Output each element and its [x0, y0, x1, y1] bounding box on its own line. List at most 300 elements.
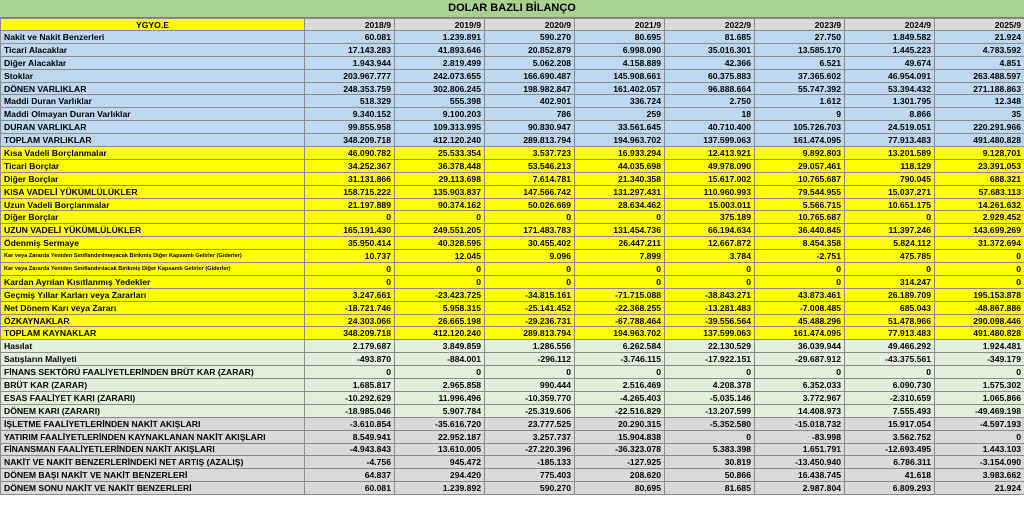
table-row: [1, 147, 1024, 160]
row-label: FİNANS SEKTÖRÜ FAALİYETLERİNDEN BRÜT KAR (ZARAR): [1, 366, 305, 379]
value-cell: 0: [575, 263, 665, 276]
value-cell: 49.674: [845, 56, 935, 69]
value-cell: 60.081: [305, 31, 395, 44]
value-cell: 4.851: [935, 56, 1024, 69]
row-label: DÖNEM BAŞI NAKİT VE NAKİT BENZERLERİ: [1, 469, 305, 482]
value-cell: 348.209.718: [305, 134, 395, 147]
value-cell: 590.270: [485, 482, 575, 495]
value-cell: 2.819.499: [395, 56, 485, 69]
value-cell: 8.866: [845, 108, 935, 121]
value-cell: 6.090.730: [845, 379, 935, 392]
value-cell: 23.777.525: [485, 417, 575, 430]
value-cell: 6.262.584: [575, 340, 665, 353]
value-cell: 4.783.592: [935, 43, 1024, 56]
value-cell: 5.062.208: [485, 56, 575, 69]
value-cell: 6.521: [755, 56, 845, 69]
table-row: [1, 211, 1024, 224]
value-cell: -13.450.940: [755, 456, 845, 469]
value-cell: -48.867.886: [935, 301, 1024, 314]
value-cell: 147.566.742: [485, 185, 575, 198]
value-cell: 14.261.632: [935, 198, 1024, 211]
row-label: DÖNEN VARLIKLAR: [1, 82, 305, 95]
value-cell: 5.383.398: [665, 443, 755, 456]
value-cell: 34.252.367: [305, 159, 395, 172]
value-cell: -10.359.770: [485, 391, 575, 404]
value-cell: 135.903.837: [395, 185, 485, 198]
value-cell: 35.950.414: [305, 237, 395, 250]
value-cell: 0: [935, 250, 1024, 263]
row-label: Kısa Vadeli Borçlanmalar: [1, 147, 305, 160]
value-cell: -49.469.198: [935, 404, 1024, 417]
value-cell: 259: [575, 108, 665, 121]
value-cell: 22.130.529: [665, 340, 755, 353]
value-cell: 26.189.709: [845, 288, 935, 301]
value-cell: 1.943.944: [305, 56, 395, 69]
value-cell: 203.967.777: [305, 69, 395, 82]
value-cell: -25.319.606: [485, 404, 575, 417]
value-cell: 131.297.431: [575, 185, 665, 198]
value-cell: 2.179.687: [305, 340, 395, 353]
value-cell: 1.685.817: [305, 379, 395, 392]
row-label: DÖNEM KARI (ZARARI): [1, 404, 305, 417]
value-cell: 40.710.400: [665, 121, 755, 134]
value-cell: 41.618: [845, 469, 935, 482]
value-cell: 2.987.804: [755, 482, 845, 495]
row-label: Uzun Vadeli Borçlanmalar: [1, 198, 305, 211]
table-row: [1, 121, 1024, 134]
value-cell: 77.913.483: [845, 134, 935, 147]
value-cell: -296.112: [485, 353, 575, 366]
value-cell: 8.454.358: [755, 237, 845, 250]
value-cell: -29.236.731: [485, 314, 575, 327]
value-cell: 16.933.294: [575, 147, 665, 160]
value-cell: 1.849.582: [845, 31, 935, 44]
value-cell: 165.191.430: [305, 224, 395, 237]
value-cell: 30.819: [665, 456, 755, 469]
value-cell: 0: [485, 275, 575, 288]
value-cell: 137.599.063: [665, 134, 755, 147]
table-row: [1, 198, 1024, 211]
table-row: [1, 301, 1024, 314]
value-cell: 3.247.661: [305, 288, 395, 301]
value-cell: -15.018.732: [755, 417, 845, 430]
table-row: [1, 456, 1024, 469]
value-cell: 1.239.892: [395, 482, 485, 495]
table-row: [1, 237, 1024, 250]
value-cell: -3.154.090: [935, 456, 1024, 469]
value-cell: 37.365.602: [755, 69, 845, 82]
value-cell: 24.519.051: [845, 121, 935, 134]
value-cell: -3.746.115: [575, 353, 665, 366]
table-row: [1, 172, 1024, 185]
row-label: Diğer Alacaklar: [1, 56, 305, 69]
table-row: [1, 31, 1024, 44]
value-cell: 161.474.095: [755, 134, 845, 147]
value-cell: 118.129: [845, 159, 935, 172]
value-cell: 555.398: [395, 95, 485, 108]
value-cell: 26.447.211: [575, 237, 665, 250]
value-cell: 9.892.803: [755, 147, 845, 160]
value-cell: -127.925: [575, 456, 665, 469]
value-cell: 6.786.311: [845, 456, 935, 469]
value-cell: 46.954.091: [845, 69, 935, 82]
table-row: [1, 159, 1024, 172]
value-cell: 41.893.646: [395, 43, 485, 56]
table-row: [1, 314, 1024, 327]
value-cell: 51.478.966: [845, 314, 935, 327]
value-cell: 1.575.302: [935, 379, 1024, 392]
year-header: 2024/9: [845, 19, 935, 31]
value-cell: 36.378.448: [395, 159, 485, 172]
year-header: 2021/9: [575, 19, 665, 31]
row-label: UZUN VADELİ YÜKÜMLÜLÜKLER: [1, 224, 305, 237]
row-label: TOPLAM VARLIKLAR: [1, 134, 305, 147]
table-row: [1, 288, 1024, 301]
table-row: [1, 43, 1024, 56]
value-cell: 518.329: [305, 95, 395, 108]
value-cell: 3.537.723: [485, 147, 575, 160]
value-cell: 990.444: [485, 379, 575, 392]
value-cell: 80.695: [575, 31, 665, 44]
value-cell: 0: [395, 366, 485, 379]
value-cell: 412.120.240: [395, 134, 485, 147]
value-cell: -36.323.078: [575, 443, 665, 456]
value-cell: 0: [935, 430, 1024, 443]
value-cell: 1.239.891: [395, 31, 485, 44]
value-cell: 7.555.493: [845, 404, 935, 417]
value-cell: 15.904.838: [575, 430, 665, 443]
value-cell: 194.963.702: [575, 327, 665, 340]
value-cell: -10.292.629: [305, 391, 395, 404]
value-cell: 13.585.170: [755, 43, 845, 56]
value-cell: 105.726.703: [755, 121, 845, 134]
value-cell: -13.207.599: [665, 404, 755, 417]
value-cell: 110.960.993: [665, 185, 755, 198]
value-cell: 21.924: [935, 482, 1024, 495]
value-cell: 40.328.595: [395, 237, 485, 250]
value-cell: 2.965.858: [395, 379, 485, 392]
value-cell: 33.561.645: [575, 121, 665, 134]
value-cell: 11.397.246: [845, 224, 935, 237]
value-cell: 12.667.872: [665, 237, 755, 250]
value-cell: 18: [665, 108, 755, 121]
value-cell: 348.209.718: [305, 327, 395, 340]
value-cell: -185.133: [485, 456, 575, 469]
row-label: YATIRIM FAALİYETLERİNDEN KAYNAKLANAN NAKİT AKIŞLARI: [1, 430, 305, 443]
row-label: Geçmiş Yıllar Karları veya Zararları: [1, 288, 305, 301]
year-header: 2018/9: [305, 19, 395, 31]
row-label: Kar veya Zararda Yeniden Sınıflandırılmayacak Birikmiş Diğer Kapsamlı Gelirler (Giderler): [1, 250, 305, 263]
value-cell: -5.035.146: [665, 391, 755, 404]
value-cell: 24.303.066: [305, 314, 395, 327]
value-cell: -18.721.746: [305, 301, 395, 314]
row-label: Ticari Alacaklar: [1, 43, 305, 56]
value-cell: 90.374.162: [395, 198, 485, 211]
value-cell: 1.065.866: [935, 391, 1024, 404]
value-cell: 28.634.462: [575, 198, 665, 211]
value-cell: 12.045: [395, 250, 485, 263]
value-cell: 0: [845, 366, 935, 379]
value-cell: -884.001: [395, 353, 485, 366]
value-cell: 16.438.745: [755, 469, 845, 482]
value-cell: 0: [755, 275, 845, 288]
value-cell: 0: [755, 263, 845, 276]
value-cell: 0: [305, 211, 395, 224]
value-cell: 25.533.354: [395, 147, 485, 160]
value-cell: 2.929.452: [935, 211, 1024, 224]
table-row: [1, 379, 1024, 392]
value-cell: 198.982.847: [485, 82, 575, 95]
table-row: [1, 443, 1024, 456]
table-row: [1, 340, 1024, 353]
value-cell: -83.998: [755, 430, 845, 443]
value-cell: 1.924.481: [935, 340, 1024, 353]
value-cell: 0: [305, 275, 395, 288]
value-cell: 491.480.828: [935, 134, 1024, 147]
value-cell: 50.866: [665, 469, 755, 482]
value-cell: -3.610.854: [305, 417, 395, 430]
row-label: Satışların Maliyeti: [1, 353, 305, 366]
value-cell: 9.096: [485, 250, 575, 263]
value-cell: 0: [665, 275, 755, 288]
value-cell: -4.756: [305, 456, 395, 469]
value-cell: 0: [485, 263, 575, 276]
value-cell: 143.699.269: [935, 224, 1024, 237]
header-row: [1, 19, 1024, 31]
value-cell: 3.257.737: [485, 430, 575, 443]
value-cell: 36.440.845: [755, 224, 845, 237]
value-cell: -18.985.046: [305, 404, 395, 417]
value-cell: 4.208.378: [665, 379, 755, 392]
value-cell: 11.996.496: [395, 391, 485, 404]
value-cell: 20.290.315: [575, 417, 665, 430]
value-cell: 31.372.694: [935, 237, 1024, 250]
value-cell: 0: [575, 211, 665, 224]
table-row: [1, 469, 1024, 482]
table-row: [1, 263, 1024, 276]
value-cell: 22.952.187: [395, 430, 485, 443]
value-cell: 2.516.469: [575, 379, 665, 392]
value-cell: -23.423.725: [395, 288, 485, 301]
value-cell: 475.785: [845, 250, 935, 263]
value-cell: -43.375.561: [845, 353, 935, 366]
value-cell: 0: [395, 211, 485, 224]
value-cell: 195.153.878: [935, 288, 1024, 301]
value-cell: 249.551.205: [395, 224, 485, 237]
value-cell: 375.189: [665, 211, 755, 224]
row-label: Kar veya Zararda Yeniden Sınıflandırılacak Birikmiş Diğer Kapsamlı Gelirler (Giderler): [1, 263, 305, 276]
value-cell: 10.651.175: [845, 198, 935, 211]
year-header: 2019/9: [395, 19, 485, 31]
value-cell: 3.849.859: [395, 340, 485, 353]
value-cell: 0: [395, 275, 485, 288]
value-cell: 590.270: [485, 31, 575, 44]
value-cell: -493.870: [305, 353, 395, 366]
value-cell: -25.141.452: [485, 301, 575, 314]
value-cell: 12.348: [935, 95, 1024, 108]
value-cell: 1.445.223: [845, 43, 935, 56]
value-cell: 3.562.752: [845, 430, 935, 443]
value-cell: 402.901: [485, 95, 575, 108]
table-row: [1, 56, 1024, 69]
value-cell: 161.474.095: [755, 327, 845, 340]
year-header: 2023/9: [755, 19, 845, 31]
value-cell: 302.806.245: [395, 82, 485, 95]
value-cell: 0: [305, 263, 395, 276]
value-cell: -22.368.255: [575, 301, 665, 314]
row-label: Hasılat: [1, 340, 305, 353]
value-cell: 0: [575, 275, 665, 288]
row-label: Stoklar: [1, 69, 305, 82]
value-cell: 0: [485, 366, 575, 379]
value-cell: 263.488.597: [935, 69, 1024, 82]
value-cell: 0: [935, 263, 1024, 276]
value-cell: 13.610.005: [395, 443, 485, 456]
value-cell: 31.131.866: [305, 172, 395, 185]
value-cell: 0: [575, 366, 665, 379]
row-label: Ödenmiş Sermaye: [1, 237, 305, 250]
table-row: [1, 275, 1024, 288]
value-cell: 109.313.995: [395, 121, 485, 134]
row-label: TOPLAM KAYNAKLAR: [1, 327, 305, 340]
value-cell: -34.815.161: [485, 288, 575, 301]
table-row: [1, 185, 1024, 198]
value-cell: 96.888.664: [665, 82, 755, 95]
value-cell: 3.772.967: [755, 391, 845, 404]
value-cell: 2.750: [665, 95, 755, 108]
value-cell: 60.375.883: [665, 69, 755, 82]
value-cell: 158.715.222: [305, 185, 395, 198]
value-cell: 12.413.921: [665, 147, 755, 160]
value-cell: 220.291.966: [935, 121, 1024, 134]
value-cell: 46.090.782: [305, 147, 395, 160]
row-label: Maddi Duran Varlıklar: [1, 95, 305, 108]
value-cell: 80.695: [575, 482, 665, 495]
value-cell: 60.081: [305, 482, 395, 495]
row-label: DURAN VARLIKLAR: [1, 121, 305, 134]
value-cell: 131.454.736: [575, 224, 665, 237]
value-cell: 0: [935, 366, 1024, 379]
value-cell: 0: [665, 366, 755, 379]
value-cell: 35.016.301: [665, 43, 755, 56]
table-row: [1, 404, 1024, 417]
value-cell: 15.003.011: [665, 198, 755, 211]
value-cell: 137.599.063: [665, 327, 755, 340]
value-cell: -27.220.396: [485, 443, 575, 456]
value-cell: -12.693.495: [845, 443, 935, 456]
row-label: BRÜT KAR (ZARAR): [1, 379, 305, 392]
value-cell: -2.751: [755, 250, 845, 263]
value-cell: 208.620: [575, 469, 665, 482]
row-label: Diğer Borçlar: [1, 172, 305, 185]
value-cell: 17.143.283: [305, 43, 395, 56]
table-row: [1, 391, 1024, 404]
value-cell: -4.943.843: [305, 443, 395, 456]
table-row: [1, 366, 1024, 379]
table-row: [1, 108, 1024, 121]
row-label: DÖNEM SONU NAKİT VE NAKİT BENZERLERİ: [1, 482, 305, 495]
value-cell: 66.194.634: [665, 224, 755, 237]
value-cell: 688.321: [935, 172, 1024, 185]
value-cell: 35: [935, 108, 1024, 121]
value-cell: 15.617.002: [665, 172, 755, 185]
value-cell: -2.310.659: [845, 391, 935, 404]
value-cell: 7.614.781: [485, 172, 575, 185]
table-row: [1, 224, 1024, 237]
table-row: [1, 327, 1024, 340]
value-cell: 0: [935, 275, 1024, 288]
value-cell: 53.394.432: [845, 82, 935, 95]
value-cell: -17.922.151: [665, 353, 755, 366]
value-cell: 6.352.033: [755, 379, 845, 392]
value-cell: 99.855.958: [305, 121, 395, 134]
value-cell: 294.420: [395, 469, 485, 482]
table-row: [1, 417, 1024, 430]
value-cell: 7.899: [575, 250, 665, 263]
value-cell: 194.963.702: [575, 134, 665, 147]
value-cell: 0: [485, 211, 575, 224]
value-cell: -4.265.403: [575, 391, 665, 404]
value-cell: 26.665.198: [395, 314, 485, 327]
value-cell: 53.546.213: [485, 159, 575, 172]
value-cell: 15.917.054: [845, 417, 935, 430]
row-label: KISA VADELİ YÜKÜMLÜLÜKLER: [1, 185, 305, 198]
value-cell: 29.113.698: [395, 172, 485, 185]
value-cell: -13.281.483: [665, 301, 755, 314]
value-cell: 3.983.662: [935, 469, 1024, 482]
year-header: 2020/9: [485, 19, 575, 31]
value-cell: 21.197.889: [305, 198, 395, 211]
value-cell: 0: [845, 211, 935, 224]
table-row: [1, 482, 1024, 495]
value-cell: -67.788.464: [575, 314, 665, 327]
value-cell: -22.516.829: [575, 404, 665, 417]
value-cell: 6.998.090: [575, 43, 665, 56]
value-cell: 685.043: [845, 301, 935, 314]
value-cell: 5.824.112: [845, 237, 935, 250]
table-row: [1, 134, 1024, 147]
value-cell: 20.852.879: [485, 43, 575, 56]
value-cell: 289.813.794: [485, 327, 575, 340]
value-cell: -39.556.564: [665, 314, 755, 327]
value-cell: 90.830.947: [485, 121, 575, 134]
value-cell: -5.352.580: [665, 417, 755, 430]
value-cell: 945.472: [395, 456, 485, 469]
value-cell: 10.765.687: [755, 172, 845, 185]
value-cell: 314.247: [845, 275, 935, 288]
value-cell: 0: [845, 263, 935, 276]
table-row: [1, 95, 1024, 108]
value-cell: 3.784: [665, 250, 755, 263]
value-cell: 49.978.090: [665, 159, 755, 172]
table-row: [1, 430, 1024, 443]
value-cell: 0: [665, 263, 755, 276]
value-cell: 6.809.293: [845, 482, 935, 495]
value-cell: -4.597.193: [935, 417, 1024, 430]
value-cell: -349.179: [935, 353, 1024, 366]
value-cell: -38.843.271: [665, 288, 755, 301]
value-cell: 171.483.783: [485, 224, 575, 237]
value-cell: 29.057.461: [755, 159, 845, 172]
row-label: ÖZKAYNAKLAR: [1, 314, 305, 327]
value-cell: 4.158.889: [575, 56, 665, 69]
value-cell: 9.340.152: [305, 108, 395, 121]
value-cell: 271.188.863: [935, 82, 1024, 95]
value-cell: 1.443.103: [935, 443, 1024, 456]
value-cell: 775.403: [485, 469, 575, 482]
value-cell: 1.301.795: [845, 95, 935, 108]
value-cell: 1.651.791: [755, 443, 845, 456]
